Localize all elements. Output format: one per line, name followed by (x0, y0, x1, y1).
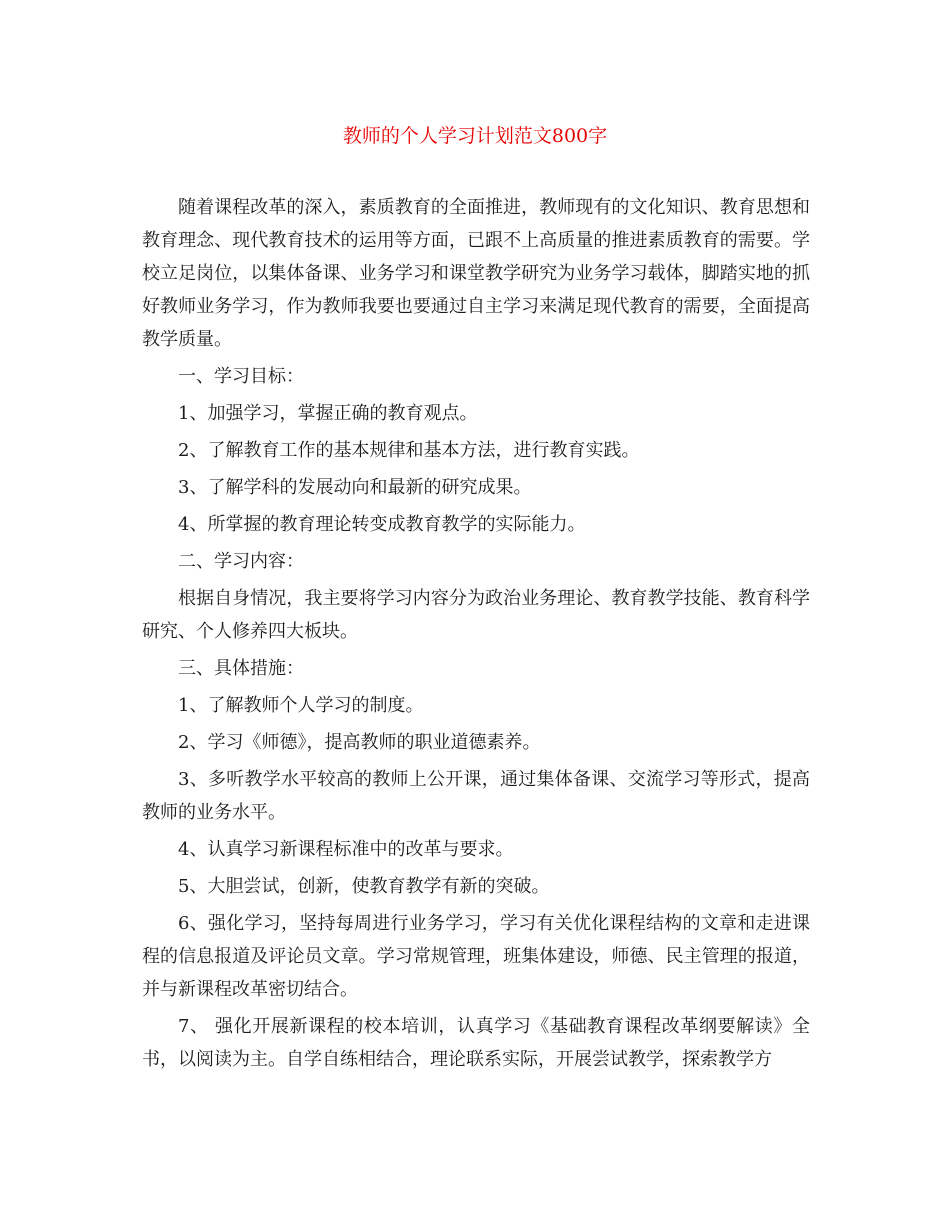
list-item: 3、多听教学水平较高的教师上公开课，通过集体备课、交流学习等形式，提高教师的业务水平。 (142, 769, 810, 823)
list-item: 7、 强化开展新课程的校本培训，认真学习《基础教育课程改革纲要解读》全书，以阅读为主。自学自练相结合，理论联系实际，开展尝试教学，探索教学方 (142, 1016, 810, 1070)
list-item: 2、学习《师德》，提高教师的职业道德素养。 (178, 732, 541, 753)
document-body (142, 191, 810, 1080)
list-item: 1、加强学习，掌握正确的教育观点。 (178, 403, 478, 424)
list-item: 3、了解学科的发展动向和最新的研究成果。 (178, 477, 532, 498)
list-item: 2、了解教育工作的基本规律和基本方法，进行教育实践。 (178, 440, 640, 461)
body-paragraph: 根据自身情况，我主要将学习内容分为政治业务理论、教育教学技能、教育科学研究、个人修养四大板块。 (142, 588, 810, 642)
body-paragraph: 随着课程改革的深入，素质教育的全面推进，教师现有的文化知识、教育思想和教育理念、现代教育技术的运用等方面，已跟不上高质量的推进素质教育的需要。学校立足岗位，以集体备课、业务学习和课堂教学研究为业务学习载体，脚踏实地的抓好教师业务学习，作为教师我要也要通过自主学习来满足现代教育的需要，全面提高教学质量。 (142, 197, 810, 350)
section-heading-measures: 三、具体措施： (178, 658, 304, 679)
list-item: 1、了解教师个人学习的制度。 (178, 695, 424, 716)
section-heading-learning-goals: 一、学习目标： (178, 366, 304, 387)
list-item: 6、强化学习，坚持每周进行业务学习，学习有关优化课程结构的文章和走进课程的信息报道及评论员文章。学习常规管理，班集体建设，师德、民主管理的报道，并与新课程改革密切结合。 (142, 913, 810, 1000)
list-item: 4、所掌握的教育理论转变成教育教学的实际能力。 (178, 514, 586, 535)
section-heading-learning-content: 二、学习内容： (178, 551, 304, 572)
document-title: 教师的个人学习计划范文800字 (342, 125, 608, 147)
list-item: 5、大胆尝试，创新，使教育教学有新的突破。 (178, 876, 550, 897)
list-item: 4、认真学习新课程标准中的改革与要求。 (178, 839, 514, 860)
